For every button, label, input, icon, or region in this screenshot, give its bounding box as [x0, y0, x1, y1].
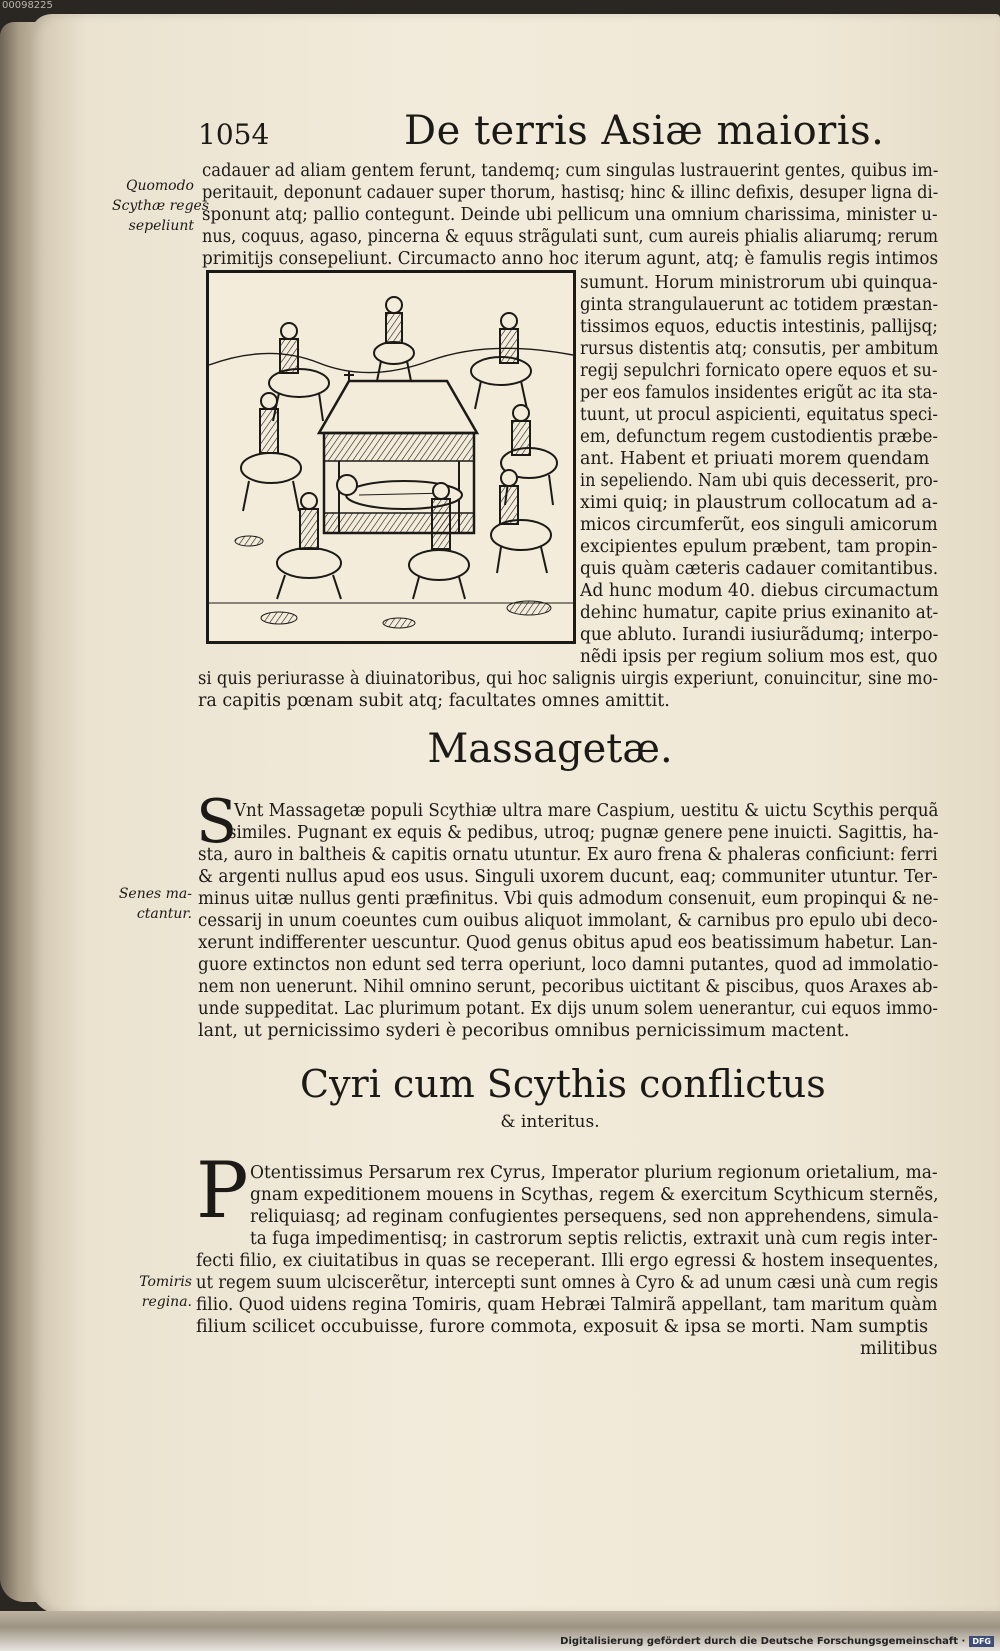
text-line: em, defunctum regem custodientis præbe-: [580, 427, 939, 447]
margin-note-line: Senes ma-: [118, 886, 192, 902]
text-line: tuunt, ut procul aspicienti, equitatus speci-: [580, 405, 938, 425]
text-line: xerunt indifferenter uescuntur. Quod genus obitus apud eos beatissimum habetur. Lan-: [198, 933, 938, 953]
margin-note-tomiris: [110, 1272, 192, 1312]
section-subheading-cyrus: & interitus.: [500, 1112, 600, 1132]
text-line: rursus distentis atq; consutis, per ambitum: [580, 339, 939, 359]
text-line: & argenti nullus apud eos usus. Singuli uxorem ducunt, eaq; communiter utuntur. Ter-: [198, 867, 938, 887]
woodcut-illustration: [206, 270, 576, 644]
margin-note-line: ctantur.: [136, 906, 192, 922]
text-line: unde suppeditat. Lac plurimum potant. Ex dijs unum solem uenerantur, cui equos immo-: [198, 999, 938, 1019]
text-line: similes. Pugnant ex equis & pedibus, utroq; pugnæ genere pene inuicti. Sagittis, ha-: [228, 823, 939, 843]
margin-note-line: Tomiris: [139, 1274, 192, 1290]
text-line: regij sepulchri fornicato opere equos et su-: [580, 361, 938, 381]
margin-note-line: Quomodo: [125, 178, 194, 194]
text-line: quis quàm cæteris cadauer comitantibus.: [580, 559, 939, 579]
text-line: si quis periurasse à diuinatoribus, qui hoc salignis uirgis experiunt, conuincitur, sine mo-: [198, 669, 938, 689]
text-line: nus, coquus, agaso, pincerna & equus strãgulati sunt, cum aureis phialis aliarumq; rerum: [202, 227, 939, 247]
section-heading-cyrus: Cyri cum Scythis conflictus: [300, 1062, 826, 1106]
scan-id: 00098225: [2, 0, 53, 11]
running-head: [198, 108, 938, 158]
drop-cap: P: [196, 1146, 249, 1236]
text-line: primitijs consepeliunt. Circumacto anno hoc iterum agunt, atq; è famulis regis intimos: [202, 249, 939, 269]
catchword: militibus: [860, 1339, 938, 1359]
text-line: reliquiasq; ad reginam confugientes persequens, sed non apprehendens, simula-: [250, 1207, 939, 1227]
dfg-logo: DFG: [969, 1636, 994, 1647]
margin-note-line: regina.: [141, 1294, 192, 1310]
text-line: nem non uenerunt. Nihil omnino serunt, pecoribus uictitant & piscibus, quos Araxes ab-: [198, 977, 939, 997]
text-line: que abluto. Iurandi iusiurãdumq; interpo-: [580, 625, 939, 645]
margin-note-line: Scythæ reges: [112, 198, 210, 214]
text-line: cessarij in unum coeuntes cum ouibus aliquot immolant, & carnibus pro epulo ubi deco-: [198, 911, 938, 931]
section-heading-massagetae: Massagetæ.: [427, 726, 673, 772]
text-line: in sepeliendo. Nam ubi quis decesserit, pro-: [580, 471, 939, 491]
margin-note-elders: [100, 884, 192, 924]
text-line: minus uitæ nullus genti præfinitus. Vbi quis admodum consenuit, eum propinqui & ne-: [198, 889, 939, 909]
text-line: fecti filio, ex ciuitatibus in quas se receperant. Illi ergo egressi & hostem insequentes,: [196, 1251, 939, 1271]
text-line: peritauit, deponunt cadauer super thorum, hastisq; hinc & illinc defixis, desuper ligna di-: [202, 183, 939, 203]
text-line: micos circumferũt, eos singuli amicorum: [580, 515, 938, 535]
credit-text: Digitalisierung gefördert durch die Deutsche Forschungsgemeinschaft ·: [560, 1636, 966, 1647]
text-line: per eos famulos insidentes erigũt ac ita sta-: [580, 383, 938, 403]
digitization-credit: [560, 1636, 994, 1647]
text-line: filium scilicet occubuisse, furore commota, exposuit & ipsa se morti. Nam sumptis: [196, 1317, 929, 1337]
text-line: ta fuga impedimentisq; in castrorum septis relictis, extraxit unà cum regis inter-: [250, 1229, 938, 1249]
text-line: cadauer ad aliam gentem ferunt, tandemq; cum singulas lustrauerint gentes, quibus im-: [202, 161, 939, 181]
drop-cap: S: [196, 787, 238, 857]
text-line: Ad hunc modum 40. diebus circumactum: [580, 581, 939, 601]
text-line: ximi quiq; in plaustrum collocatum ad a-: [580, 493, 938, 513]
text-line: gnam expeditionem mouens in Scythas, regem & exercitum Scythicum sternẽs,: [250, 1185, 939, 1205]
text-line: ra capitis pœnam subit atq; facultates omnes amittit.: [198, 691, 670, 711]
text-line: nẽdi ipsis per regium solium mos est, quo: [580, 647, 938, 667]
page-number: 1054: [198, 118, 270, 151]
text-line: dehinc humatur, capite prius exinanito at-: [580, 603, 939, 623]
text-line: ginta strangulauerunt ac totidem præstan-: [580, 295, 939, 315]
text-line: ant. Habent et priuati morem quendam: [580, 449, 930, 469]
margin-note-burial: [112, 176, 210, 236]
text-line: Otentissimus Persarum rex Cyrus, Imperator plurium regionum orietalium, ma-: [250, 1163, 938, 1183]
text-line: excipientes epulum præbent, tam propin-: [580, 537, 938, 557]
text-line: guore extinctos non edunt sed terra operiunt, loco damni putantes, quod ad immolatio-: [198, 955, 939, 975]
text-line: tissimos equos, eductis intestinis, pallijsq;: [580, 317, 938, 337]
text-line: Vnt Massagetæ populi Scythiæ ultra mare Caspium, uestitu & uictu Scythis perquã: [234, 801, 939, 821]
text-line: ut regem suum ulciscerẽtur, intercepti sunt omnes à Cyro & ad unum cæsi unà cum regis: [196, 1273, 939, 1293]
text-line: lant, ut pernicissimo syderi è pecoribus omnibus pernicissimum mactent.: [198, 1021, 850, 1041]
woodcut-burial-scene: [209, 273, 573, 641]
text-line: sta, auro in baltheis & capitis ornatu utuntur. Ex auro frena & phaleras conficiunt: ferri: [198, 845, 938, 865]
text-line: filio. Quod uidens regina Tomiris, quam Hebræi Talmirã appellant, tam maritum quàm: [196, 1295, 938, 1315]
margin-note-line: sepeliunt: [128, 218, 194, 234]
page-header-title: De terris Asiæ maioris.: [404, 108, 885, 154]
text-line: sumunt. Horum ministrorum ubi quinqua-: [580, 273, 938, 293]
text-line: sponunt atq; pallio contegunt. Deinde ubi pellicum una omnium charissima, minister u-: [202, 205, 938, 225]
